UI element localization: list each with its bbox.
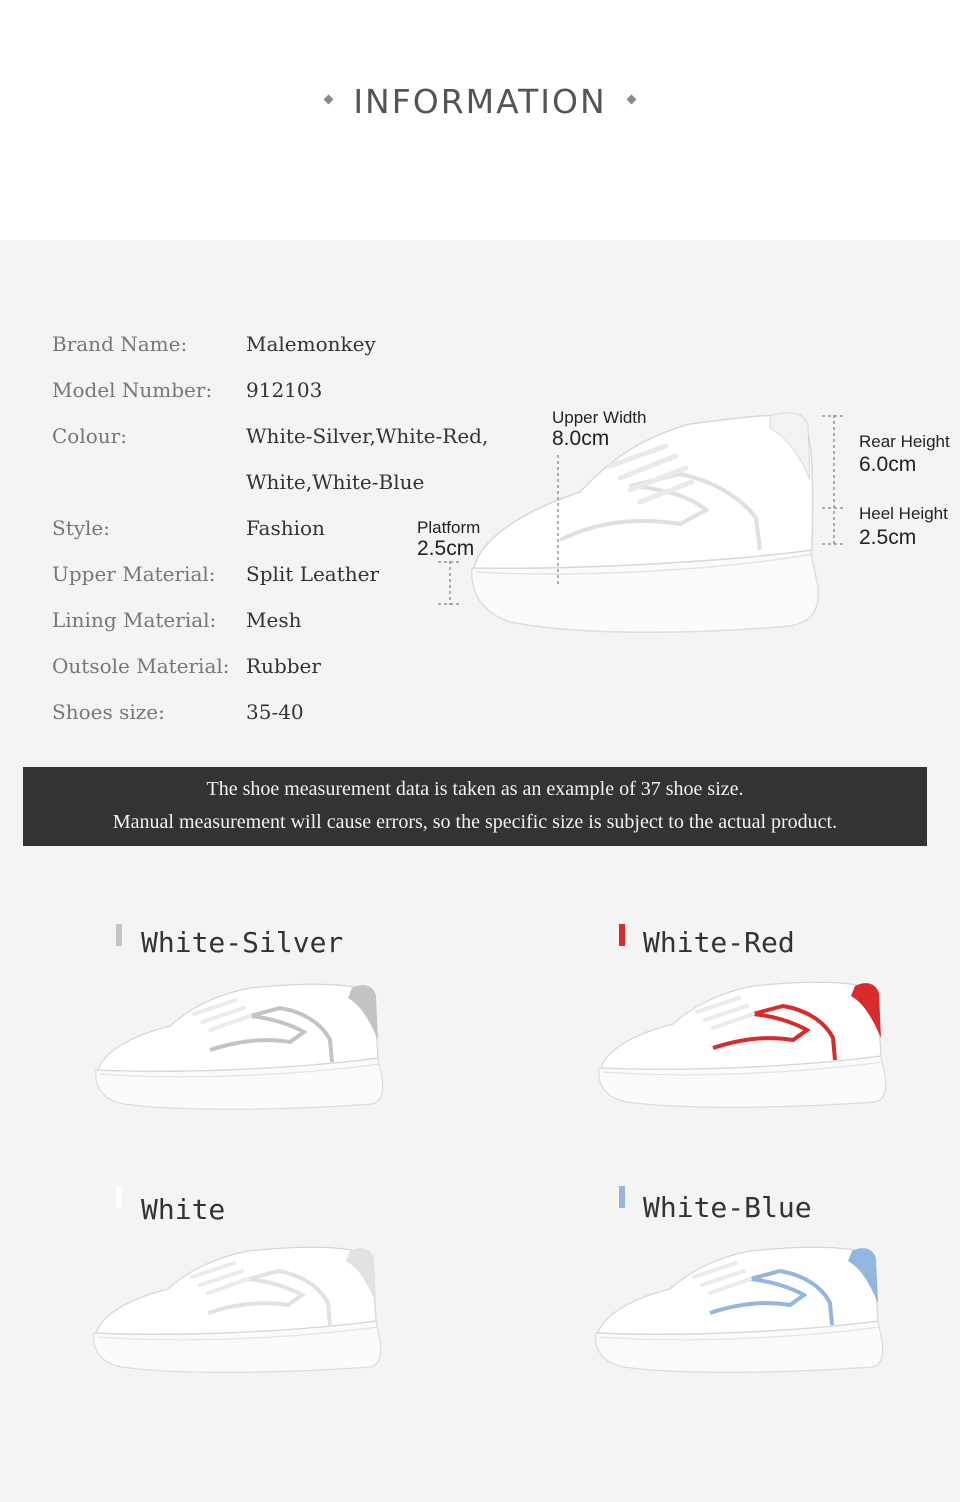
heel-height-value: 2.5cm: [859, 526, 917, 549]
spec-value-brand: Malemonkey: [246, 332, 376, 356]
spec-label-model: Model Number:: [52, 378, 213, 402]
spec-value-style: Fashion: [246, 516, 325, 540]
spec-value-colour-cont: White,White-Blue: [246, 470, 425, 494]
variant-label: White-Silver: [141, 926, 344, 959]
spec-value-upper: Split Leather: [246, 562, 380, 586]
shoe-image-white-silver: [90, 980, 385, 1110]
platform-value: 2.5cm: [417, 537, 475, 560]
accent-bar: [116, 1186, 122, 1208]
accent-bar: [619, 1186, 625, 1208]
spec-value-outsole: Rubber: [246, 654, 321, 678]
platform-title: Platform: [417, 518, 481, 537]
upper-width-guide: [556, 455, 560, 585]
platform-guide: [438, 561, 462, 605]
upper-width-value: 8.0cm: [552, 427, 610, 450]
spec-value-size: 35-40: [246, 700, 304, 724]
spec-label-size: Shoes size:: [52, 700, 165, 724]
heel-height-title: Heel Height: [859, 504, 948, 523]
shoe-image-white-blue: [590, 1243, 885, 1373]
spec-value-lining: Mesh: [246, 608, 302, 632]
spec-label-colour: Colour:: [52, 424, 127, 448]
rear-height-value: 6.0cm: [859, 453, 917, 476]
measurement-shoe-image: [440, 400, 860, 640]
header: [0, 0, 960, 240]
shoe-image-white-red: [593, 978, 888, 1108]
upper-width-title: Upper Width: [552, 408, 647, 427]
rear-height-title: Rear Height: [859, 432, 950, 451]
variant-label: White-Red: [643, 926, 795, 959]
spec-label-lining: Lining Material:: [52, 608, 217, 632]
shoe-image-white: [88, 1243, 383, 1373]
variant-label: White: [141, 1193, 226, 1226]
rear-height-guide: [822, 415, 846, 545]
accent-bar: [116, 924, 122, 946]
variant-label: White-Blue: [643, 1191, 812, 1224]
measurement-notice-banner: [23, 767, 927, 846]
notice-line-2: Manual measurement will cause errors, so the specific size is subject to the actual product.: [112, 811, 838, 833]
spec-label-outsole: Outsole Material:: [52, 654, 230, 678]
notice-line-1: The shoe measurement data is taken as an example of 37 shoe size.: [206, 778, 744, 800]
spec-label-upper: Upper Material:: [52, 562, 216, 586]
spec-value-model: 912103: [246, 378, 323, 402]
accent-bar: [619, 924, 625, 946]
spec-value-colour: White-Silver,White-Red,: [246, 424, 489, 448]
spec-label-style: Style:: [52, 516, 111, 540]
section-title: INFORMATION: [353, 82, 607, 121]
spec-label-brand: Brand Name:: [52, 332, 188, 356]
